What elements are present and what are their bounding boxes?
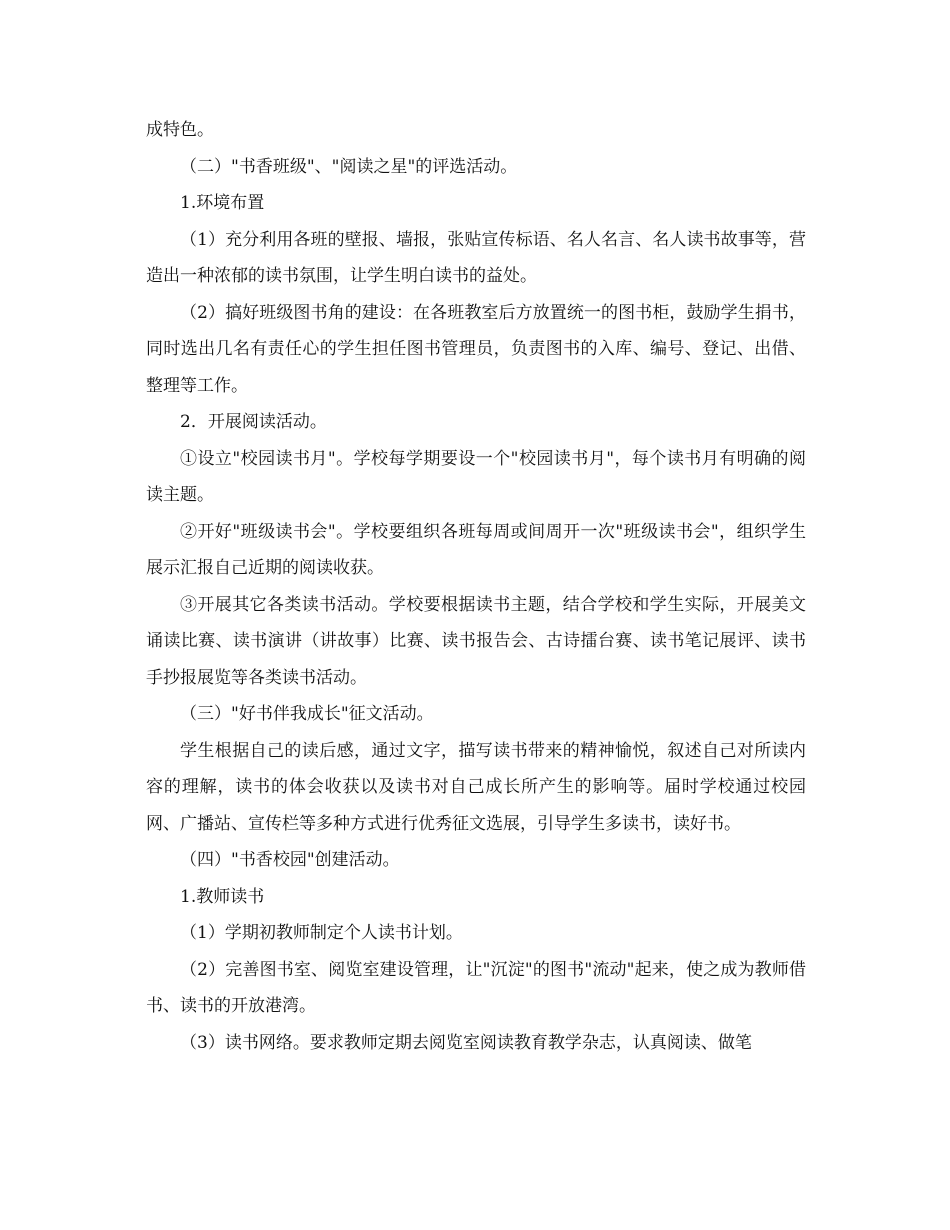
section-heading: （三）"好书伴我成长"征文活动。: [180, 704, 434, 724]
subsection-heading: 2．开展阅读活动。: [180, 412, 327, 432]
section-heading: （二）"书香班级"、"阅读之星"的评选活动。: [180, 156, 518, 177]
paragraph: （1）充分利用各班的壁报、墙报，张贴宣传标语、名人名言、名人读书故事等，营造出一种浓郁的读书氛围，让学生明白读书的益处。: [146, 229, 806, 286]
paragraph: ②开好"班级读书会"。学校要组织各班每周或间周开一次"班级读书会"，组织学生展示汇报自己近期的阅读收获。: [146, 521, 806, 578]
paragraph: ①设立"校园读书月"。学校每学期要设一个"校园读书月"，每个读书月有明确的阅读主题。: [146, 448, 806, 505]
section-heading: （四）"书香校园"创建活动。: [180, 850, 400, 870]
subsection-heading: 1.教师读书: [180, 886, 265, 907]
paragraph: （2）搞好班级图书角的建设：在各班教室后方放置统一的图书柜，鼓励学生捐书，同时选出几名有责任心的学生担任图书管理员，负责图书的入库、编号、登记、出借、整理等工作。: [146, 302, 806, 396]
document-body: [146, 112, 806, 1061]
paragraph: （3）读书网络。要求教师定期去阅览室阅读教育教学杂志，认真阅读、做笔: [180, 1032, 752, 1053]
paragraph: ③开展其它各类读书活动。学校要根据读书主题，结合学校和学生实际，开展美文诵读比赛、读书演讲（讲故事）比赛、读书报告会、古诗擂台赛、读书笔记展评、读书手抄报展览等各类读书活动。: [146, 594, 806, 688]
paragraph: （2）完善图书室、阅览室建设管理，让"沉淀"的图书"流动"起来，使之成为教师借书、读书的开放港湾。: [146, 959, 806, 1016]
paragraph: （1）学期初教师制定个人读书计划。: [180, 923, 463, 943]
paragraph: 成特色。: [146, 120, 214, 140]
subsection-heading: 1.环境布置: [180, 193, 265, 213]
paragraph: 学生根据自己的读后感，通过文字，描写读书带来的精神愉悦，叙述自己对所读内容的理解，读书的体会收获以及读书对自己成长所产生的影响等。届时学校通过校园网、广播站、宣传栏等多种方式进行优秀征文选展，引导学生多读书，读好书。: [146, 740, 806, 834]
